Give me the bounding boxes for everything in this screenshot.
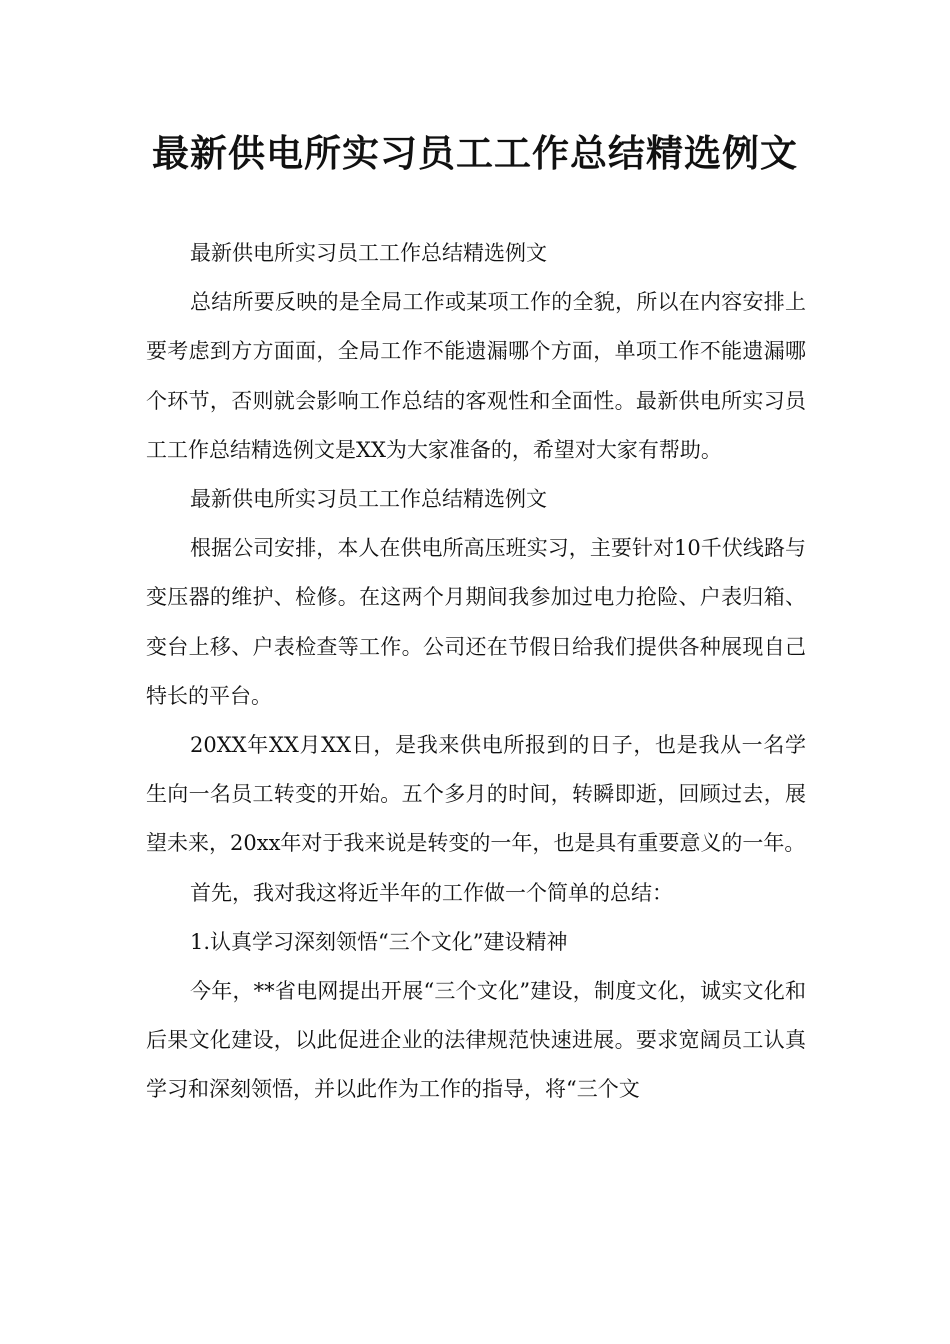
document-title: 最新供电所实习员工工作总结精选例文 — [152, 132, 798, 175]
paragraph-subtitle-repeat: 最新供电所实习员工工作总结精选例文 — [190, 487, 547, 512]
paragraph-internship: 根据公司安排，本人在供电所高压班实习，主要针对10千伏线路与变压器的维护、检修。在这两个月期间我参加过电力抢险、户表归箱、变台上移、户表检查等工作。公司还在节假日给我们提供各种展现自己特长的平台。 — [146, 536, 806, 708]
paragraph-three-cultures: 今年，**省电网提出开展“三个文化”建设，制度文化，诚实文化和后果文化建设，以此促进企业的法律规范快速进展。要求宽阔员工认真学习和深刻领悟，并以此作为工作的指导，将“三个文 — [146, 979, 806, 1102]
paragraph-start-date: 20XX年XX月XX日，是我来供电所报到的日子，也是我从一名学生向一名员工转变的开始。五个多月的时间，转瞬即逝，回顾过去，展望未来，20xx年对于我来说是转变的一年，也是具有重要意义的一年。 — [146, 733, 806, 856]
paragraph-summary-lead: 首先，我对我这将近半年的工作做一个简单的总结： — [190, 880, 673, 905]
section-heading-1: 1.认真学习深刻领悟“三个文化”建设精神 — [190, 929, 568, 954]
paragraph-intro: 总结所要反映的是全局工作或某项工作的全貌，所以在内容安排上要考虑到方方面面，全局工作不能遗漏哪个方面，单项工作不能遗漏哪个环节，否则就会影响工作总结的客观性和全面性。最新供电所实习员工工作总结精选例文是XX为大家准备的，希望对大家有帮助。 — [146, 290, 806, 462]
document-body — [146, 229, 806, 1115]
paragraph-subtitle: 最新供电所实习员工工作总结精选例文 — [190, 241, 547, 265]
